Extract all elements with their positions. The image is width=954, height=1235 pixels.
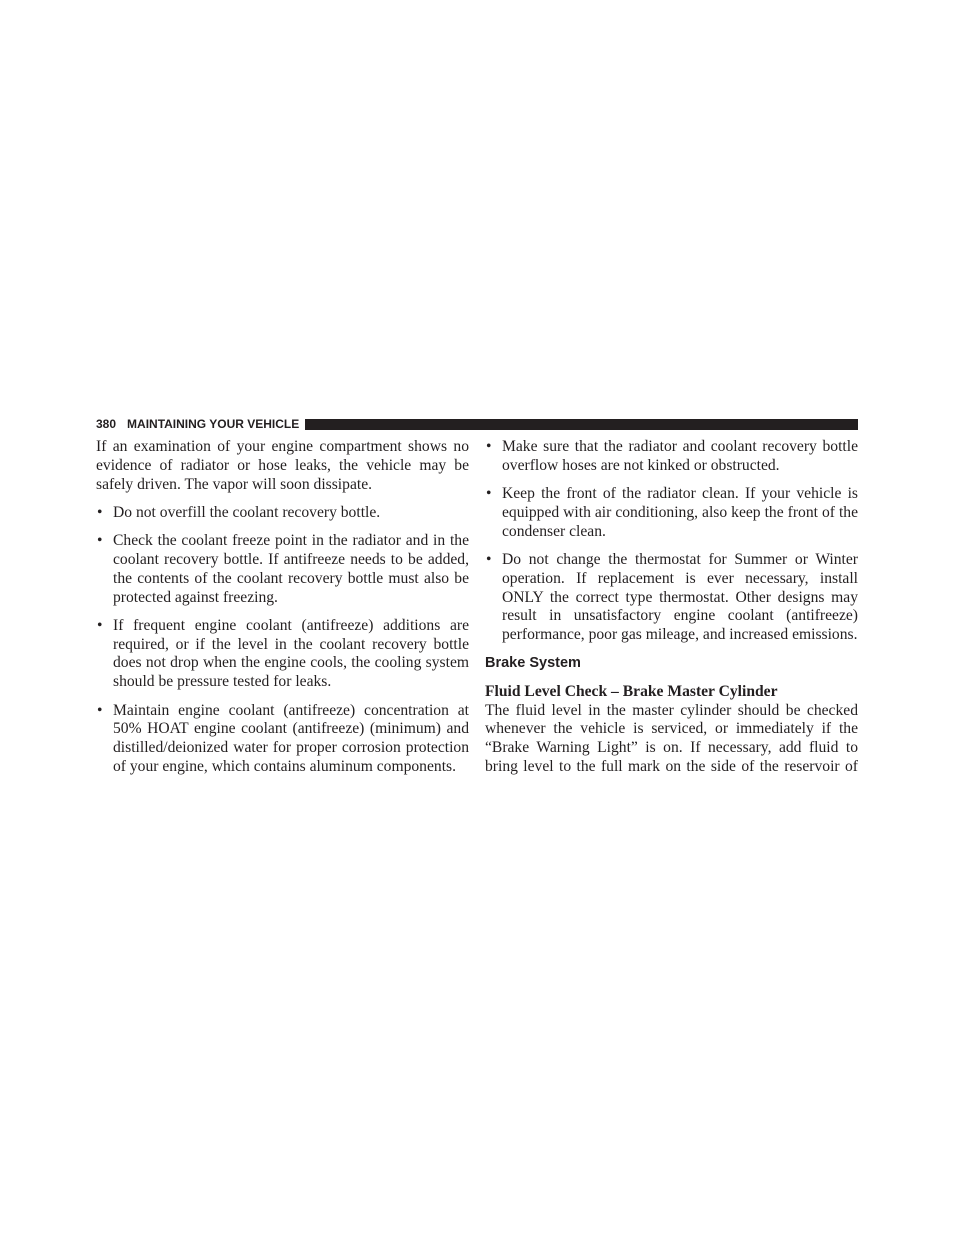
page-header [96,417,858,431]
list-item [485,485,858,541]
list-item [96,504,469,523]
page-number: 380 [96,417,117,431]
bullet-icon: • [97,701,103,719]
list-item-text: If frequent engine coolant (antifreeze) additions are required, or if the level in the coolant recovery bottle does not drop when the engine cools, the cooling system should be pressure tested for leaks. [113,616,469,691]
intro-paragraph: If an examination of your engine compartment shows no evidence of radiator or hose leaks, the vehicle may be safely driven. The vapor will soon dissipate. [96,438,469,493]
left-column [96,438,469,786]
header-rule [305,419,858,430]
bullet-icon: • [97,503,103,521]
list-item-text: Make sure that the radiator and coolant recovery bottle overflow hoses are not kinked or obstructed. [502,438,858,474]
list-item-text: Do not change the thermostat for Summer or Winter operation. If replacement is ever necessary, install ONLY the correct type thermostat. Other designs may result in unsatisfactory engine coolant (antifreeze) performance, poor gas mileage, and increased emissions. [502,550,858,644]
bullet-icon: • [97,532,103,550]
fluid-level-check-heading: Fluid Level Check – Brake Master Cylinder [485,682,778,700]
bullet-icon: • [486,438,492,455]
list-item-text: Do not overfill the coolant recovery bottle. [113,503,381,521]
radiator-bullet-list [485,438,858,645]
list-item-text: Maintain engine coolant (antifreeze) concentration at 50% HOAT engine coolant (antifreeze) (minimum) and distilled/deionized water for proper corrosion protection of your engine, which contains aluminum components. [113,701,469,775]
section-title: MAINTAINING YOUR VEHICLE [127,417,300,431]
list-item [96,532,469,607]
list-item-text: Check the coolant freeze point in the radiator and in the coolant recovery bottle. If antifreeze needs to be added, the contents of the coolant recovery bottle must also be protected against freezing. [113,532,469,606]
right-column [485,438,858,786]
list-item [96,702,469,777]
list-item [96,617,469,692]
brake-fluid-paragraph: The fluid level in the master cylinder should be checked whenever the vehicle is serviced, or immediately if the “Brake Warning Light” is on. If necessary, add fluid to bring level to the full mark on the side of the reservoir of [485,701,858,775]
list-item-text: Keep the front of the radiator clean. If your vehicle is equipped with air conditioning, also keep the front of the condenser clean. [502,485,858,540]
bullet-icon: • [486,550,492,568]
brake-system-heading: Brake System [485,655,581,672]
list-item [485,438,858,476]
list-item [485,551,858,645]
bullet-icon: • [97,616,103,634]
bullet-icon: • [486,485,492,503]
coolant-bullet-list [96,504,469,777]
